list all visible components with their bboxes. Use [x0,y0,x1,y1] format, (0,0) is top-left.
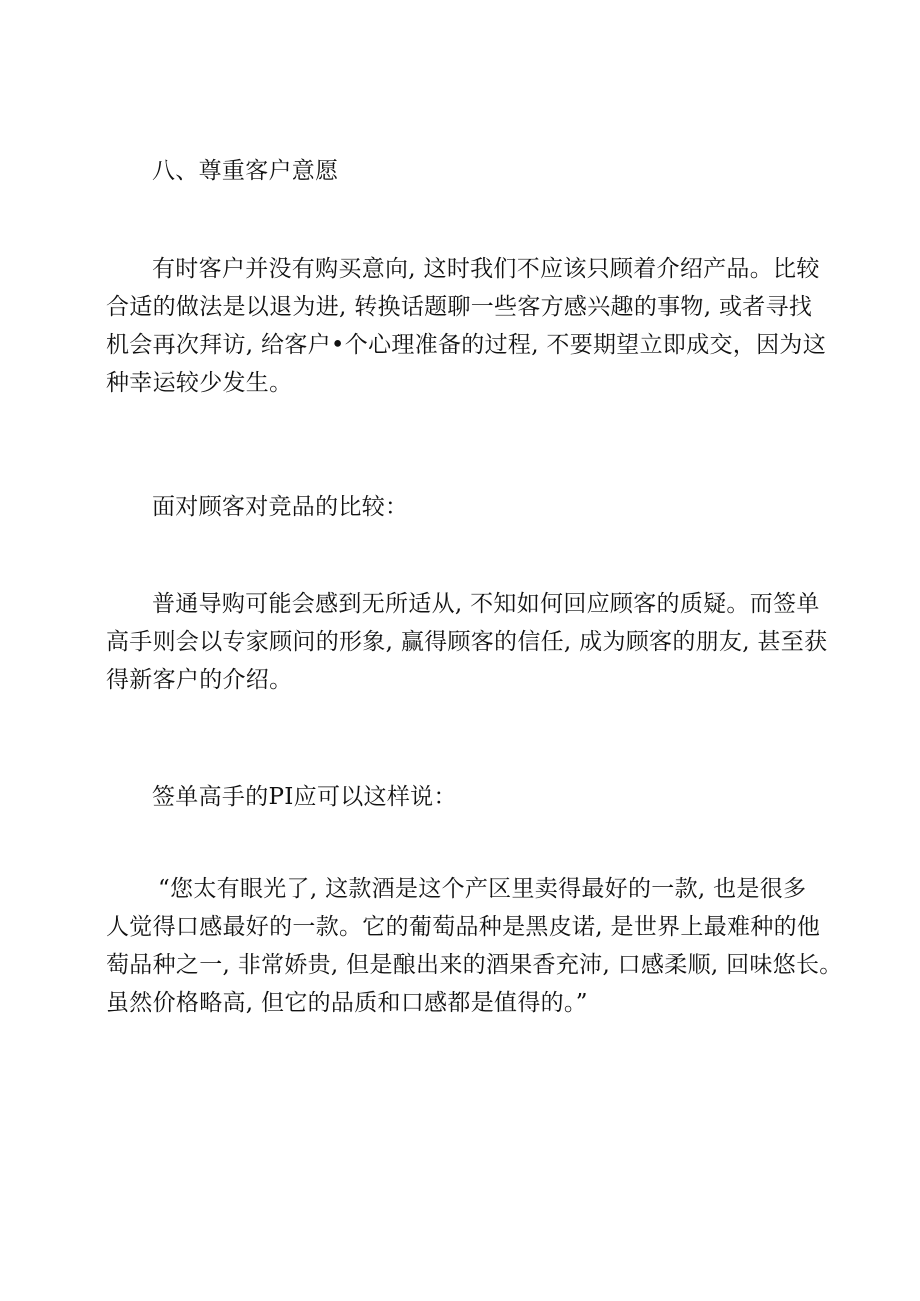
paragraph-line: 机会再次拜访, 给客户•个心理准备的过程, 不要期望立即成交，因为这 [106,332,827,358]
section-heading-sample-response [106,778,816,816]
paragraph-line: 普通导购可能会感到无所适从, 不知如何回应顾客的质疑。而签单 [152,591,820,617]
paragraph-line: 有时客户并没有购买意向, 这时我们不应该只顾着介绍产品。比较 [152,256,820,282]
heading-text: 八、尊重客户意愿 [152,158,339,184]
paragraph-ordinary-vs-expert [106,585,828,699]
paragraph-line: 虽然价格略高, 但它的品质和口感都是值得的。” [106,990,588,1016]
heading-text: 面对顾客对竞品的比较： [152,494,409,520]
paragraph-line: 得新客户的介绍。 [106,667,293,693]
paragraph-no-purchase-intent [106,250,827,402]
paragraph-line: “您太有眼光了, 这款酒是这个产区里卖得最好的一款, 也是很多 [158,876,807,902]
paragraph-sample-quote [106,870,843,1022]
paragraph-line: 高手则会以专家顾问的形象, 赢得顾客的信任, 成为顾客的朋友, 甚至获 [106,629,828,655]
paragraph-line: 种幸运较少发生。 [106,370,293,396]
heading-text: 签单高手的PI应可以这样说： [152,784,457,810]
paragraph-line: 合适的做法是以退为进, 转换话题聊一些客方感兴趣的事物, 或者寻找 [106,294,813,320]
paragraph-line: 萄品种之一, 非常娇贵, 但是酿出来的酒果香充沛, 口感柔顺, 回味悠长。 [106,952,843,978]
paragraph-line: 人觉得口感最好的一款。它的葡萄品种是黑皮诺, 是世界上最难种的他 [106,914,821,940]
section-heading-competitor-comparison [106,488,816,526]
section-heading-respect-customer [106,152,816,190]
